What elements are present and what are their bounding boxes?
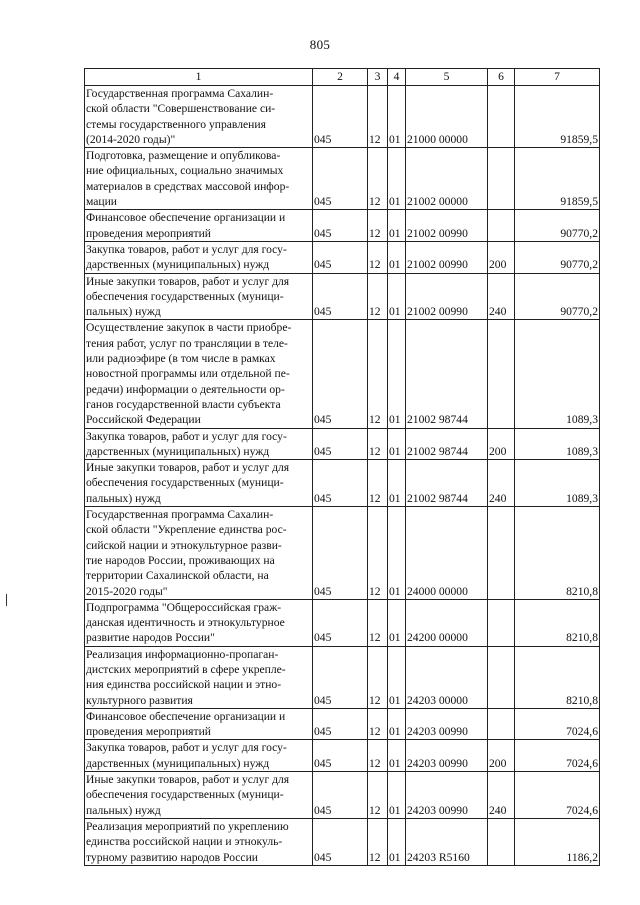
description-line: 2015-2020 годы" (86, 584, 168, 598)
description-line: Закупка товаров, работ и услуг для госу- (86, 741, 287, 755)
target-article-cell: 21002 98744 (406, 320, 488, 428)
expense-type-cell: 200 (488, 428, 515, 460)
description-line: ния единства российской нации и этно- (86, 678, 282, 692)
subsection-code-cell: 01 (388, 818, 406, 865)
ministry-code-cell: 045 (313, 772, 368, 819)
description-line: Российской Федерации (86, 413, 201, 427)
ministry-code-cell: 045 (313, 320, 368, 428)
column-header-2: 2 (313, 69, 368, 86)
row-description (85, 772, 313, 819)
expense-type-cell: 240 (488, 273, 515, 320)
target-article-cell: 24203 R5160 (406, 818, 488, 865)
ministry-code-cell: 045 (313, 428, 368, 460)
section-code-cell: 12 (368, 646, 388, 708)
expense-type-cell (488, 599, 515, 646)
description-line: единства российской нации и этнокуль- (86, 835, 283, 849)
description-line: ние официальных, социально значимых (86, 164, 284, 178)
expense-type-cell (488, 86, 515, 148)
description-line: пальных) нужд (86, 491, 161, 505)
expense-type-cell: 240 (488, 460, 515, 507)
description-line: Закупка товаров, работ и услуг для госу- (86, 429, 287, 443)
expense-type-cell (488, 320, 515, 428)
description-line: обеспечения государственных (муници- (86, 289, 284, 303)
subsection-code-cell: 01 (388, 210, 406, 242)
column-header-3: 3 (368, 69, 388, 86)
expense-type-cell (488, 646, 515, 708)
row-description (85, 646, 313, 708)
subsection-code-cell: 01 (388, 320, 406, 428)
table-row (85, 86, 600, 148)
row-description (85, 740, 313, 772)
description-line: Закупка товаров, работ и услуг для госу- (86, 242, 287, 256)
description-line: Подпрограмма "Общероссийская граж- (86, 600, 282, 614)
description-line: ской области "Укрепление единства рос- (86, 523, 287, 537)
section-code-cell: 12 (368, 273, 388, 320)
subsection-code-cell: 01 (388, 599, 406, 646)
description-line: проведения мероприятий (86, 226, 211, 240)
amount-cell: 1089,3 (515, 460, 600, 507)
ministry-code-cell: 045 (313, 646, 368, 708)
table-row (85, 320, 600, 428)
amount-cell: 91859,5 (515, 148, 600, 210)
description-line: обеспечения государственных (муници- (86, 476, 284, 490)
description-line: сийской нации и этнокультурное разви- (86, 538, 282, 552)
row-description (85, 86, 313, 148)
table-row (85, 148, 600, 210)
table-row (85, 708, 600, 740)
description-line: турному развитию народов России (86, 850, 258, 864)
ministry-code-cell: 045 (313, 460, 368, 507)
row-description (85, 273, 313, 320)
description-line: пальных) нужд (86, 803, 161, 817)
ministry-code-cell: 045 (313, 273, 368, 320)
description-line: развитие народов России" (86, 631, 215, 645)
description-line: пальных) нужд (86, 305, 161, 319)
description-line: данская идентичность и этнокультурное (86, 616, 285, 630)
ministry-code-cell: 045 (313, 818, 368, 865)
description-line: Государственная программа Сахалин- (86, 508, 274, 522)
table-row (85, 599, 600, 646)
section-code-cell: 12 (368, 210, 388, 242)
expense-type-cell (488, 148, 515, 210)
description-line: Иные закупки товаров, работ и услуг для (86, 773, 290, 787)
description-line: Осуществление закупок в части приобре- (86, 321, 292, 335)
section-code-cell: 12 (368, 86, 388, 148)
row-description (85, 210, 313, 242)
expense-type-cell (488, 210, 515, 242)
page-number: 805 (309, 37, 331, 52)
section-code-cell: 12 (368, 708, 388, 740)
description-line: территории Сахалинской области, на (86, 569, 269, 583)
description-line: материалов в средствах массовой инфор- (86, 179, 290, 193)
description-line: дарственных (муниципальных) нужд (86, 258, 270, 272)
description-line: ганов государственной власти субъекта (86, 397, 281, 411)
description-line: ской области "Совершенствование си- (86, 102, 276, 116)
target-article-cell: 21002 00990 (406, 273, 488, 320)
description-line: проведения мероприятий (86, 725, 211, 739)
description-line: мации (86, 195, 118, 209)
subsection-code-cell: 01 (388, 460, 406, 507)
amount-cell: 7024,6 (515, 708, 600, 740)
amount-cell: 8210,8 (515, 599, 600, 646)
description-line: дарственных (муниципальных) нужд (86, 756, 270, 770)
section-code-cell: 12 (368, 148, 388, 210)
amount-cell: 1089,3 (515, 320, 600, 428)
description-line: Иные закупки товаров, работ и услуг для (86, 461, 290, 475)
row-description (85, 148, 313, 210)
amount-cell: 8210,8 (515, 507, 600, 600)
row-description (85, 460, 313, 507)
target-article-cell: 24000 00000 (406, 507, 488, 600)
description-line: культурного развития (86, 693, 193, 707)
target-article-cell: 21002 00990 (406, 241, 488, 273)
description-line: редачи) информации о деятельности ор- (86, 382, 285, 396)
target-article-cell: 24203 00990 (406, 772, 488, 819)
table-row (85, 772, 600, 819)
section-code-cell: 12 (368, 428, 388, 460)
amount-cell: 91859,5 (515, 86, 600, 148)
expense-type-cell: 240 (488, 772, 515, 819)
row-description (85, 320, 313, 428)
section-code-cell: 12 (368, 241, 388, 273)
expense-type-cell: 200 (488, 740, 515, 772)
description-line: дистских мероприятий в сфере укрепле- (86, 662, 286, 676)
description-line: дарственных (муниципальных) нужд (86, 444, 270, 458)
table-row (85, 210, 600, 242)
target-article-cell: 21002 98744 (406, 460, 488, 507)
row-description (85, 708, 313, 740)
amount-cell: 90770,2 (515, 273, 600, 320)
section-code-cell: 12 (368, 460, 388, 507)
target-article-cell: 24203 00000 (406, 646, 488, 708)
row-description (85, 428, 313, 460)
section-code-cell: 12 (368, 320, 388, 428)
description-line: тения работ, услуг по трансляции в теле- (86, 336, 288, 350)
target-article-cell: 21002 98744 (406, 428, 488, 460)
amount-cell: 90770,2 (515, 241, 600, 273)
row-description (85, 241, 313, 273)
column-header-6: 6 (488, 69, 515, 86)
description-line: Финансовое обеспечение организации и (86, 709, 286, 723)
column-header-1: 1 (85, 69, 313, 86)
table-row (85, 507, 600, 600)
subsection-code-cell: 01 (388, 86, 406, 148)
subsection-code-cell: 01 (388, 241, 406, 273)
table-row (85, 428, 600, 460)
expense-type-cell: 200 (488, 241, 515, 273)
table-row (85, 818, 600, 865)
expense-type-cell (488, 818, 515, 865)
description-line: Иные закупки товаров, работ и услуг для (86, 274, 290, 288)
ministry-code-cell: 045 (313, 241, 368, 273)
subsection-code-cell: 01 (388, 148, 406, 210)
table-row (85, 241, 600, 273)
amount-cell: 90770,2 (515, 210, 600, 242)
amount-cell: 1186,2 (515, 818, 600, 865)
subsection-code-cell: 01 (388, 507, 406, 600)
ministry-code-cell: 045 (313, 507, 368, 600)
description-line: обеспечения государственных (муници- (86, 788, 284, 802)
description-line: или радиоэфире (в том числе в рамках (86, 352, 276, 366)
ministry-code-cell: 045 (313, 599, 368, 646)
row-description (85, 599, 313, 646)
section-code-cell: 12 (368, 772, 388, 819)
section-code-cell: 12 (368, 507, 388, 600)
description-line: Государственная программа Сахалин- (86, 87, 274, 100)
description-line: Реализация мероприятий по укреплению (86, 819, 289, 833)
row-description (85, 507, 313, 600)
subsection-code-cell: 01 (388, 273, 406, 320)
section-code-cell: 12 (368, 599, 388, 646)
description-line: Подготовка, размещение и опубликова- (86, 149, 281, 163)
subsection-code-cell: 01 (388, 772, 406, 819)
description-line: новостной программы или отдельной пе- (86, 367, 290, 381)
table-row (85, 273, 600, 320)
ministry-code-cell: 045 (313, 708, 368, 740)
amount-cell: 8210,8 (515, 646, 600, 708)
target-article-cell: 21002 00000 (406, 148, 488, 210)
section-code-cell: 12 (368, 740, 388, 772)
expense-type-cell (488, 507, 515, 600)
expense-type-cell (488, 708, 515, 740)
table-row (85, 460, 600, 507)
target-article-cell: 21000 00000 (406, 86, 488, 148)
subsection-code-cell: 01 (388, 428, 406, 460)
description-line: Реализация информационно-пропаган- (86, 647, 279, 661)
description-line: (2014-2020 годы)" (86, 132, 176, 146)
row-description (85, 818, 313, 865)
column-header-5: 5 (406, 69, 488, 86)
amount-cell: 1089,3 (515, 428, 600, 460)
target-article-cell: 24203 00990 (406, 740, 488, 772)
section-code-cell: 12 (368, 818, 388, 865)
ministry-code-cell: 045 (313, 148, 368, 210)
description-line: Финансовое обеспечение организации и (86, 211, 286, 225)
subsection-code-cell: 01 (388, 708, 406, 740)
amount-cell: 7024,6 (515, 772, 600, 819)
description-line: тие народов России, проживающих на (86, 553, 275, 567)
target-article-cell: 21002 00990 (406, 210, 488, 242)
ministry-code-cell: 045 (313, 210, 368, 242)
target-article-cell: 24203 00990 (406, 708, 488, 740)
table-row (85, 740, 600, 772)
table-row (85, 646, 600, 708)
subsection-code-cell: 01 (388, 646, 406, 708)
table-body (85, 86, 600, 866)
ministry-code-cell: 045 (313, 740, 368, 772)
budget-table (84, 68, 600, 866)
amount-cell: 7024,6 (515, 740, 600, 772)
header-row (85, 69, 600, 86)
column-header-4: 4 (388, 69, 406, 86)
margin-mark (6, 594, 7, 606)
subsection-code-cell: 01 (388, 740, 406, 772)
ministry-code-cell: 045 (313, 86, 368, 148)
description-line: стемы государственного управления (86, 117, 266, 131)
column-header-7: 7 (515, 69, 600, 86)
target-article-cell: 24200 00000 (406, 599, 488, 646)
